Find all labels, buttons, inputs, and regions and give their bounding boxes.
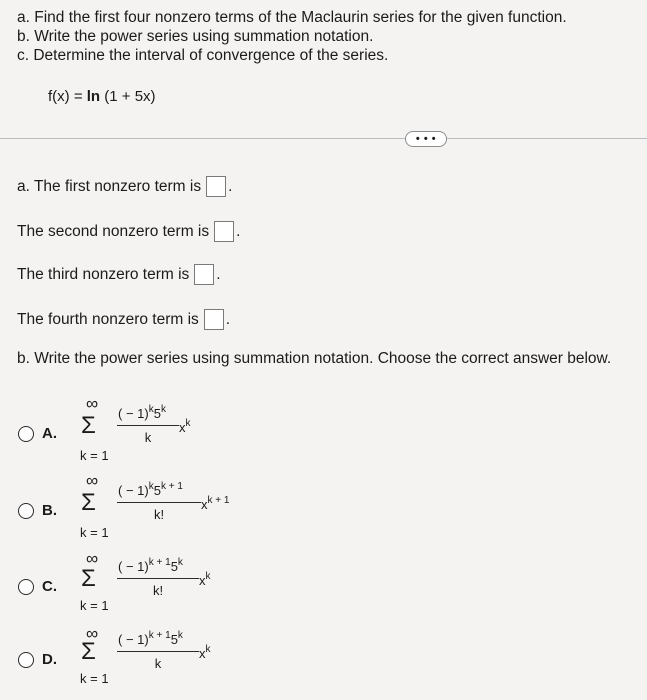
option-b-radio[interactable] [18,503,34,519]
function-lhs: f(x) = [48,88,87,105]
second-term-label: The second nonzero term is [17,222,210,240]
third-term-row [17,264,221,285]
first-term-input[interactable] [206,176,226,197]
option-a-label: A. [42,425,57,442]
section-divider [0,138,647,139]
option-c-numerator: ( − $1)^{k + 1}5^k$ [118,557,183,574]
option-b-label: B. [42,502,57,519]
option-c-fraction-bar [117,578,199,579]
option-d-fraction-bar [117,651,199,652]
fourth-term-input[interactable] [204,309,224,330]
function-expression [48,88,156,105]
first-term-label: a. The first nonzero term is [17,177,202,195]
option-a-sigma: Σ [81,412,96,439]
second-term-row [17,221,240,242]
option-c-sum-upper: ∞ [86,549,99,568]
instruction-c: c. Determine the interval of convergence of the series. [17,47,389,64]
option-a[interactable] [17,394,277,476]
fourth-term-label: The fourth nonzero term is [17,310,199,328]
option-d-sum-lower: k = 1 [80,671,109,686]
option-d-denominator: k [154,656,162,671]
option-a-radio[interactable] [18,426,34,442]
option-c-sigma: Σ [81,565,96,592]
option-c-radio[interactable] [18,579,34,595]
third-term-label: The third nonzero term is [17,265,190,283]
option-b-numerator: ( − $1)^k5^{k + 1}$ [118,481,183,498]
option-b-sigma: Σ [81,489,96,516]
function-arg: (1 + 5x) [100,88,156,105]
option-a-x-term: $x^k$ [179,418,191,435]
option-b-denominator: k! [153,507,165,522]
option-d-label: D. [42,651,57,668]
option-c-label: C. [42,578,57,595]
option-a-fraction-bar [117,425,179,426]
option-a-numerator: ( − $1)^k5^k$ [118,404,166,421]
instruction-a: a. Find the first four nonzero terms of the Maclaurin series for the given function. [17,9,567,26]
option-d-x-term: $x^k$ [199,644,211,661]
part-b-question: b. Write the power series using summation notation. Choose the correct answer below. [17,350,612,367]
option-d-sum-upper: ∞ [86,628,99,643]
option-d-sigma: Σ [81,638,96,665]
third-term-input[interactable] [194,264,214,285]
second-term-input[interactable] [214,221,234,242]
option-b-sum-lower: k = 1 [80,525,109,540]
second-term-period: . [236,222,241,240]
fourth-term-row [17,309,230,330]
fourth-term-period: . [225,310,231,328]
instruction-b: b. Write the power series using summation notation. [17,28,374,45]
option-a-denominator: k [144,430,152,445]
first-term-period: . [228,177,233,195]
function-ln: ln [86,88,101,105]
option-a-sum-upper: ∞ [86,394,99,413]
option-b-x-term: $x^{k + 1}$ [201,495,230,512]
option-c-sum-lower: k = 1 [80,598,109,613]
option-c[interactable] [17,549,277,631]
option-a-sum-lower: k = 1 [80,448,109,463]
option-c-denominator: k! [152,583,164,598]
option-b[interactable] [17,471,277,553]
third-term-period: . [216,265,221,283]
option-d[interactable] [17,628,277,700]
option-d-numerator: ( − $1)^{k + 1}5^k$ [118,630,183,647]
option-d-radio[interactable] [18,652,34,668]
option-b-sum-upper: ∞ [86,471,99,490]
more-button[interactable]: • • • [405,131,447,147]
first-term-row [17,176,232,197]
option-c-x-term: $x^k$ [199,571,211,588]
option-b-fraction-bar [117,502,201,503]
